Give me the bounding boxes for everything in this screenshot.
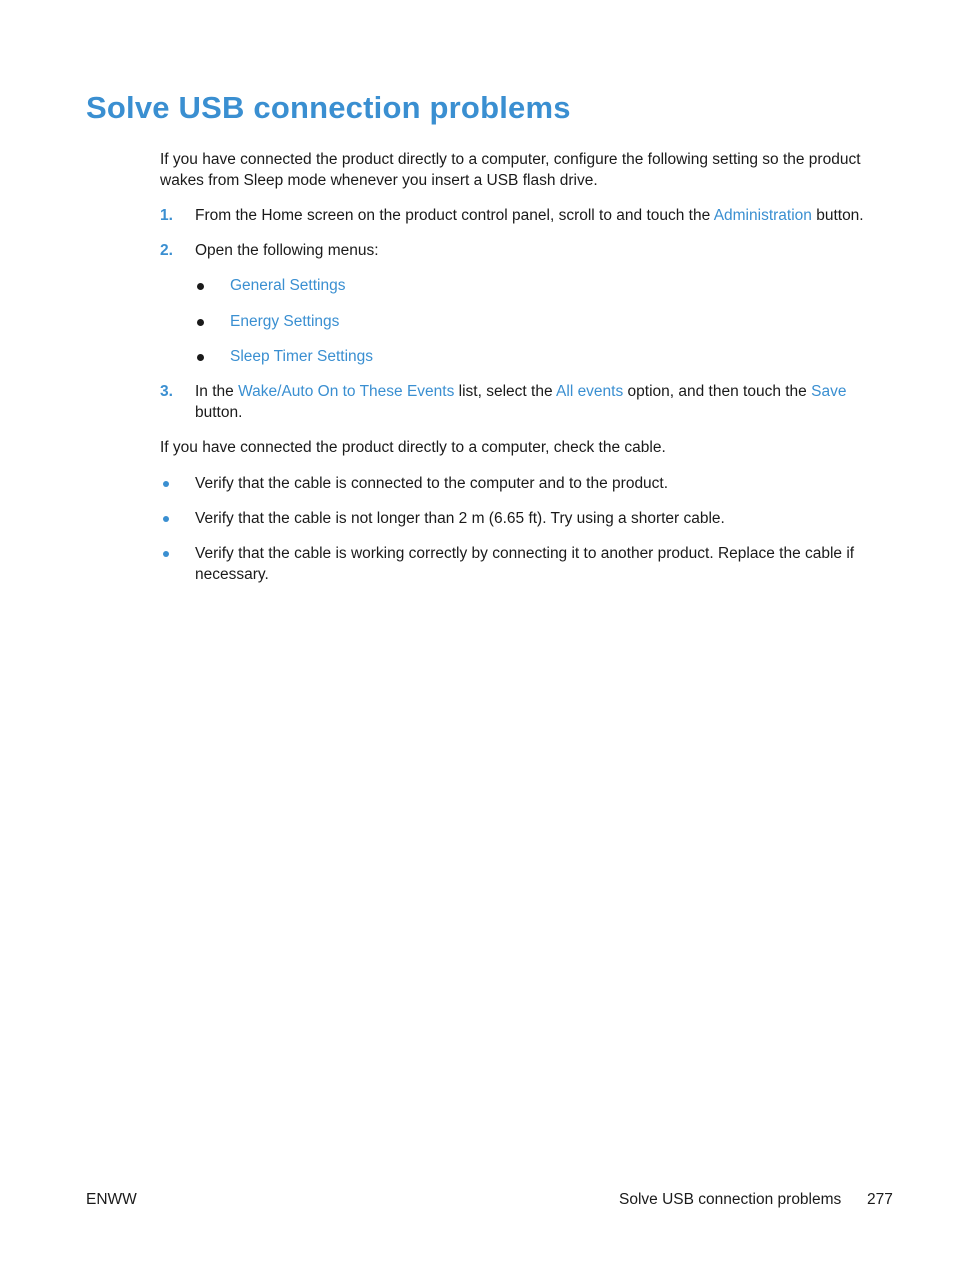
cable-intro-paragraph: If you have connected the product directly to a computer, check the cable. (160, 439, 666, 456)
menu-sleep-timer-settings-link[interactable]: Sleep Timer Settings (230, 348, 374, 365)
step-number: 3. (160, 383, 173, 400)
footer-section-title: Solve USB connection problems (619, 1191, 842, 1208)
page-number: 277 (867, 1191, 893, 1208)
bullet-icon (197, 283, 204, 290)
bullet-icon (197, 354, 204, 361)
cable-check-item: Verify that the cable is working correctly by connecting it to another product. Replace the cable if necessary. (195, 545, 855, 583)
bullet-icon (197, 319, 204, 326)
all-events-link[interactable]: All events (556, 383, 624, 400)
step-1-text: From the Home screen on the product control panel, scroll to and touch the Administration button. (195, 207, 864, 224)
menu-energy-settings-link[interactable]: Energy Settings (230, 313, 340, 330)
bullet-icon (163, 551, 169, 557)
cable-check-item: Verify that the cable is not longer than 2 m (6.65 ft). Try using a shorter cable. (195, 510, 725, 527)
step-2-text: Open the following menus: (195, 242, 379, 259)
step-number: 1. (160, 207, 173, 224)
step-3-text: In the Wake/Auto On to These Events list, select the All events option, and then touch the Save button. (195, 383, 847, 421)
wake-auto-on-events-link[interactable]: Wake/Auto On to These Events (238, 383, 455, 400)
intro-paragraph: If you have connected the product directly to a computer, configure the following setting so the product wakes from Sleep mode whenever you insert a USB flash drive. (160, 151, 861, 189)
page-title: Solve USB connection problems (86, 90, 571, 125)
bullet-icon (163, 516, 169, 522)
cable-check-item: Verify that the cable is connected to the computer and to the product. (195, 475, 669, 492)
save-link[interactable]: Save (811, 383, 847, 400)
administration-link[interactable]: Administration (713, 207, 812, 224)
bullet-icon (163, 481, 169, 487)
step-number: 2. (160, 242, 173, 259)
menu-general-settings-link[interactable]: General Settings (230, 277, 346, 294)
footer-left-label: ENWW (86, 1191, 137, 1208)
